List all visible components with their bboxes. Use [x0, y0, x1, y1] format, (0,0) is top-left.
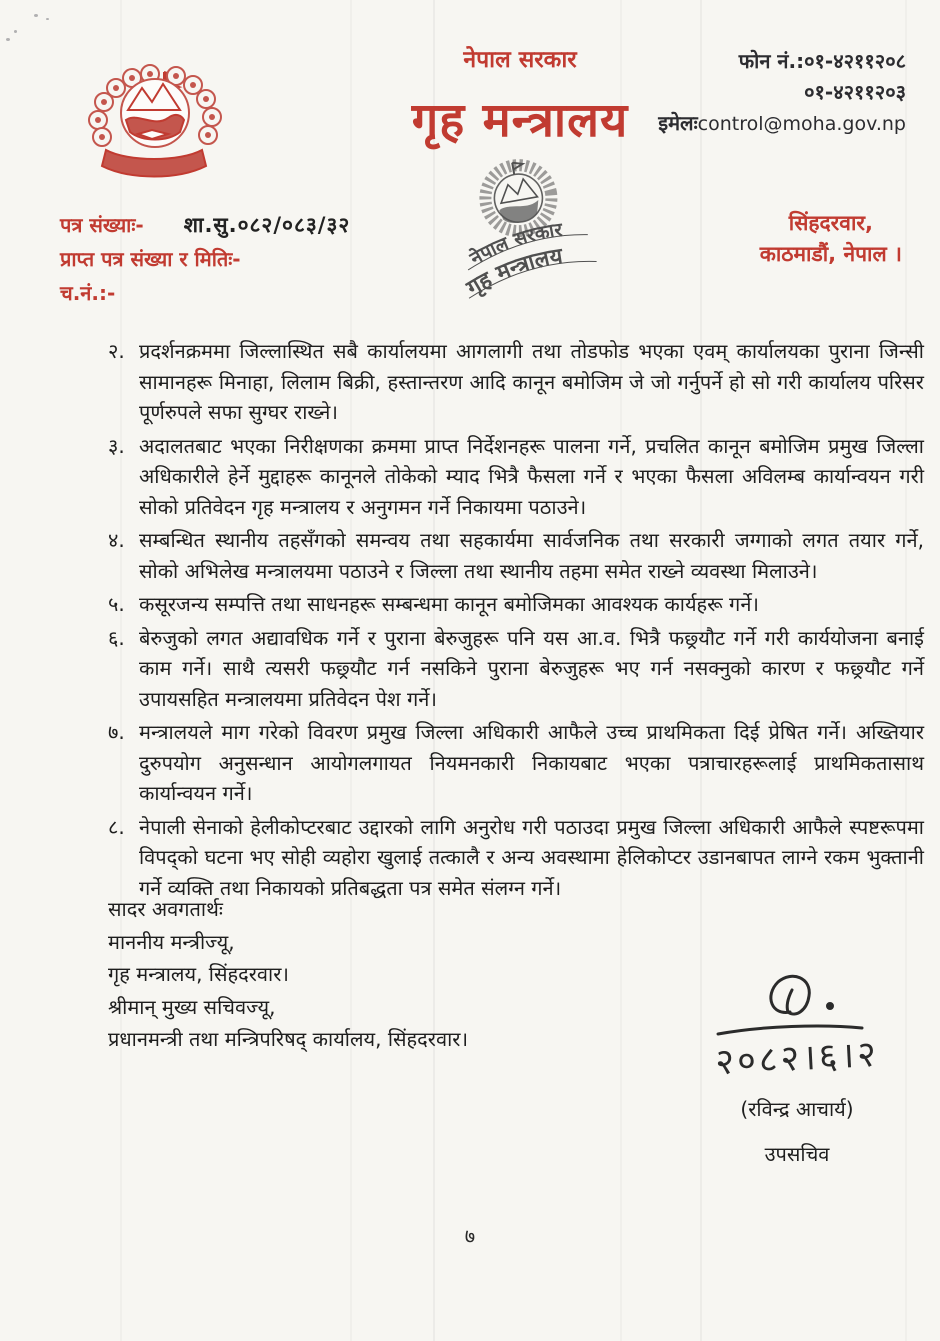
address-line-2: काठमाडौं, नेपाल । — [759, 242, 902, 266]
email-label: इमेलः — [658, 111, 698, 135]
closing-recipient-1-office: गृह मन्त्रालय, सिंहदरवार। — [108, 962, 289, 986]
email-line — [658, 108, 906, 140]
letter-number-row — [60, 208, 350, 242]
signature-date-handwritten: २०८२।६।२ — [714, 1033, 880, 1084]
closing-salutation: सादर अवगतार्थः — [108, 897, 223, 921]
phone-label: फोन नं.: — [738, 49, 805, 73]
address-line-1: सिंहदरवार, — [788, 211, 873, 235]
item-text: सम्बन्धित स्थानीय तहसँगको समन्वय तथा सहकार्यमा सार्वजनिक तथा सरकारी जग्गाको लगत तयार गर्ने, सोको अभिलेख मन्त्रालयमा पठाउने र जिल्ला तथा स्थानीय तहमा समेत राख्ने व्यवस्था मिलाउने। — [139, 528, 924, 583]
government-name: नेपाल सरकार — [463, 47, 577, 73]
dispatch-number-label: च.नं.:- — [60, 281, 116, 305]
item-number: ६. — [108, 625, 125, 650]
directive-item — [108, 589, 924, 620]
directive-item — [108, 812, 924, 904]
item-text: मन्त्रालयले माग गरेको विवरण प्रमुख जिल्ला अधिकारी आफैले उच्च प्राथमिकता दिई प्रेषित गर्ने। अख्तियार दुरुपयोग अनुसन्धान आयोगलगायत नियमनकारी निकायबाट भएका पत्राचारहरूलाई प्राथमिकतासाथ कार्यान्वयन गर्ने। — [139, 720, 924, 805]
item-text: कसूरजन्य सम्पत्ति तथा साधनहरू सम्बन्धमा कानून बमोजिमका आवश्यक कार्यहरू गर्ने। — [139, 592, 759, 616]
letter-number-label: पत्र संख्याः- — [60, 213, 144, 237]
directive-item — [108, 525, 924, 586]
item-text: नेपाली सेनाको हेलीकोप्टरबाट उद्दारको लागि अनुरोध गरी पठाउदा प्रमुख जिल्ला अधिकारी आफैले स्पष्टरूपमा विपद्को घटना भए सोही व्यहोरा खुलाई तत्कालै र अन्य अवस्थामा हेलिकोप्टर उडानबापत लाग्ने रकम भुक्तानी गर्ने व्यक्ति तथा निकायको प्रतिबद्धता पत्र समेत संलग्न गर्ने। — [139, 814, 924, 900]
closing-recipient-1: माननीय मन्त्रीज्यू, — [108, 929, 235, 954]
phone-line-2: ०१-४२११२०३ — [804, 80, 906, 104]
item-number: ५. — [108, 592, 125, 616]
directive-item — [108, 623, 924, 715]
phone-number-1: ०१-४२११२०८ — [804, 49, 906, 73]
scan-speck — [14, 30, 17, 33]
directive-item — [108, 717, 924, 809]
directive-item — [108, 431, 924, 523]
item-text: प्रदर्शनक्रममा जिल्लास्थित सबै कार्यालयमा आगलागी तथा तोडफोड भएका एवम् कार्यालयका पुराना जिन्सी सामानहरू मिनाहा, लिलाम बिक्री, हस्तान्तरण आदि कानून बमोजिम जे जो गर्नुपर्ने हो सो गरी कार्यालय परिसर पूर्णरुपले सफा सुग्घर राख्ने। — [139, 339, 924, 424]
directive-list — [108, 336, 924, 906]
ministry-name: गृह मन्त्रालय — [411, 93, 629, 148]
item-number: ३. — [108, 433, 125, 458]
item-text: बेरुजुको लगत अद्यावधिक गर्ने र पुराना बेरुजुहरू पनि यस आ.व. भित्रै फछ्र्यौट गर्ने गरी कार्ययोजना बनाई काम गर्ने। साथै त्यसरी फछ्र्यौट गर्न नसकिने पुराना बेरुजुहरू भए गर्न नसक्नुको कारण र फछ्र्यौट गर्ने उपायसहित मन्त्रालयमा प्रतिवेदन पेश गर्ने। — [139, 625, 924, 711]
item-number: ४. — [108, 528, 125, 552]
signature-block — [682, 972, 912, 1167]
email-address: control@moha.gov.np — [697, 113, 906, 135]
stamp-text-line1: नेपाल सरकार — [466, 218, 564, 271]
office-address — [760, 208, 902, 270]
closing-recipient-2: श्रीमान् मुख्य सचिवज्यू, — [108, 994, 276, 1019]
nepal-emblem-icon — [68, 58, 240, 186]
ministry-stamp-icon — [432, 150, 612, 310]
item-number: २. — [108, 339, 125, 363]
reference-block — [60, 208, 350, 310]
closing-block — [108, 893, 468, 1056]
scan-speck — [46, 18, 49, 20]
contact-block — [658, 46, 906, 140]
directive-item — [108, 336, 924, 428]
item-text: अदालतबाट भएका निरीक्षणका क्रममा प्राप्त निर्देशनहरू पालना गर्ने, प्रचलित कानून बमोजिम प्रमुख जिल्ला अधिकारीले हेर्ने मुद्दाहरू कानूनले तोकेको म्याद भित्रै फैसला गर्ने र भएका फैसला अविलम्ब कार्यान्वयन गरी सोको प्रतिवेदन गृह मन्त्रालय र अनुगमन गर्ने निकायमा पठाउने। — [139, 433, 924, 519]
signatory-title: उपसचिव — [764, 1142, 830, 1166]
letter-number-value: शा.सु.०८२/०८३/३२ — [183, 213, 351, 237]
closing-recipient-2-office: प्रधानमन्त्री तथा मन्त्रिपरिषद् कार्यालय, सिंहदरवार। — [108, 1027, 469, 1051]
page-number: ७ — [464, 1224, 476, 1248]
received-letter-label: प्राप्त पत्र संख्या र मितिः- — [60, 247, 241, 271]
stamp-text-line2: गृह मन्त्रालय — [462, 244, 565, 302]
phone-line-1 — [658, 46, 906, 77]
item-number: ७. — [108, 720, 125, 744]
scan-speck — [6, 38, 10, 41]
scan-speck — [34, 14, 38, 17]
item-number: ८. — [108, 814, 125, 839]
signatory-name: (रविन्द्र आचार्य) — [740, 1097, 854, 1121]
